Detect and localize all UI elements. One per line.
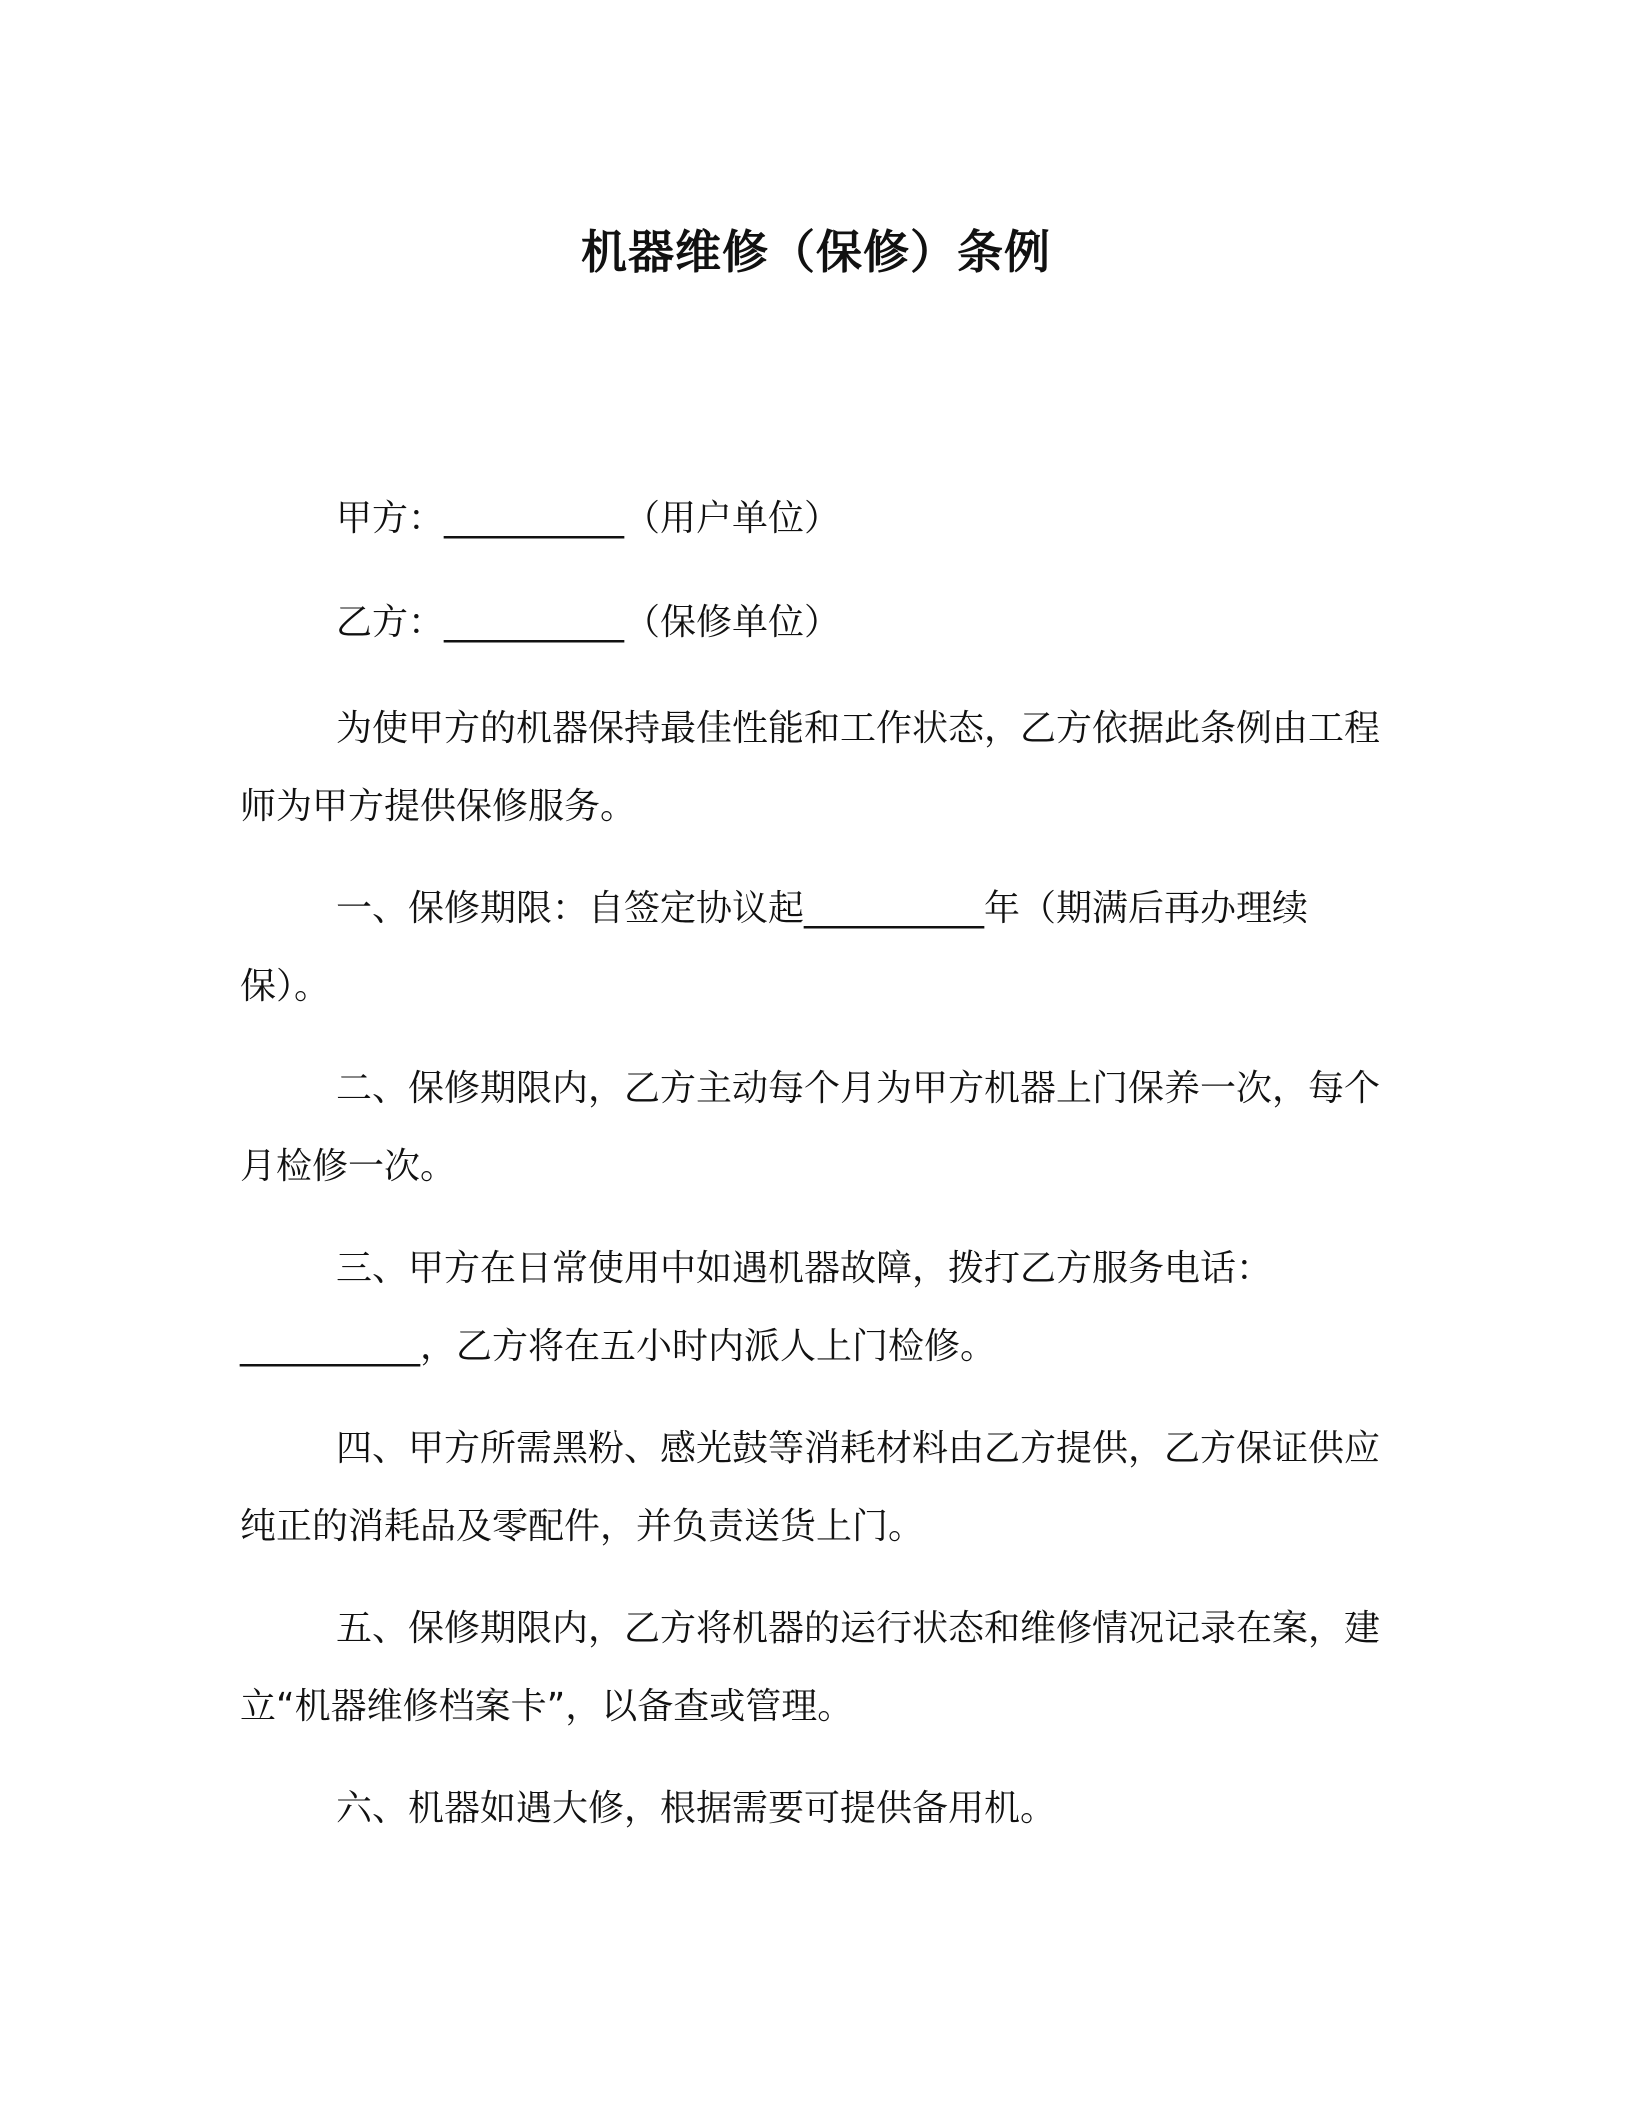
party-b-line: 乙方：__________（保修单位） — [336, 602, 841, 643]
clause-5: 五、保修期限内，乙方将机器的运行状态和维修情况记录在案，建立“机器维修档案卡”，以备查或管理。 — [240, 1608, 1381, 1727]
clause-3: 三、甲方在日常使用中如遇机器故障，拨打乙方服务电话：__________，乙方将在五小时内派人上门检修。 — [240, 1248, 1273, 1367]
party-a-line: 甲方：__________（用户单位） — [336, 498, 841, 539]
clause-4: 四、甲方所需黑粉、感光鼓等消耗材料由乙方提供，乙方保证供应纯正的消耗品及零配件，并负责送货上门。 — [240, 1428, 1381, 1547]
clause-1: 一、保修期限：自签定协议起__________年（期满后再办理续保）。 — [240, 888, 1309, 1007]
clause-2: 二、保修期限内，乙方主动每个月为甲方机器上门保养一次，每个月检修一次。 — [240, 1068, 1381, 1187]
intro-paragraph: 为使甲方的机器保持最佳性能和工作状态，乙方依据此条例由工程师为甲方提供保修服务。 — [240, 708, 1381, 827]
clause-6: 六、机器如遇大修，根据需要可提供备用机。 — [336, 1788, 1057, 1829]
document-title: 机器维修（保修）条例 — [581, 225, 1051, 279]
